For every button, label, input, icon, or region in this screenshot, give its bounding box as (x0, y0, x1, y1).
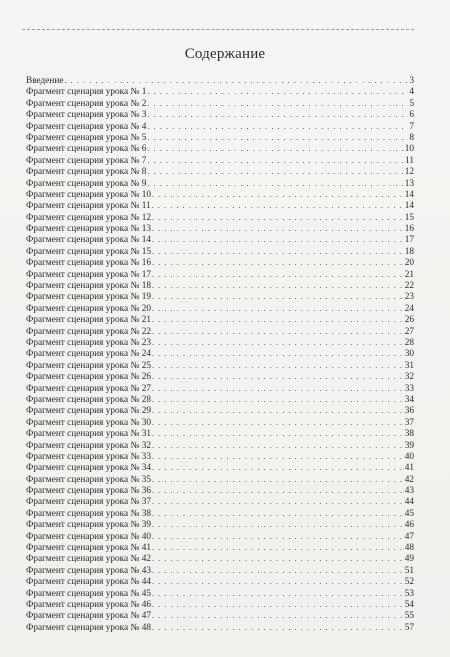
toc-entry-page-number: 47 (404, 531, 414, 542)
toc-entry-page-number: 5 (409, 98, 414, 109)
toc-entry-page-number: 45 (404, 508, 414, 519)
toc-dot-leader (152, 291, 404, 302)
toc-entry-label: Фрагмент сценария урока № 1 (26, 87, 147, 98)
toc-entry (26, 269, 414, 280)
toc-dot-leader (152, 542, 404, 553)
toc-entry-page-number: 49 (404, 554, 414, 565)
toc-entry-page-number: 39 (404, 440, 414, 451)
toc-dot-leader (152, 440, 404, 451)
toc-entry-page-number: 15 (404, 212, 414, 223)
toc-entry-page-number: 22 (404, 281, 414, 292)
toc-dot-leader (152, 326, 404, 337)
toc-entry (26, 200, 414, 211)
toc-entry (26, 189, 414, 200)
toc-entry (26, 337, 414, 348)
toc-dot-leader (147, 143, 403, 154)
toc-entry (26, 519, 414, 530)
toc-entry (26, 246, 414, 257)
toc-dot-leader (147, 178, 403, 189)
toc-entry-label: Введение (26, 76, 64, 86)
toc-entry-label: Фрагмент сценария урока № 45 (26, 588, 151, 599)
toc-entry-page-number: 8 (409, 132, 414, 143)
toc-entry (26, 405, 414, 416)
toc-entry-label: Фрагмент сценария урока № 3 (26, 110, 147, 121)
toc-entry (26, 451, 414, 462)
toc-entry-label: Фрагмент сценария урока № 16 (26, 258, 151, 269)
toc-entry-label: Фрагмент сценария урока № 14 (26, 235, 151, 246)
toc-entry-label: Фрагмент сценария урока № 10 (26, 189, 151, 200)
toc-entry-page-number: 28 (404, 337, 414, 348)
toc-entry-label: Фрагмент сценария урока № 40 (26, 531, 151, 542)
toc-entry (26, 531, 414, 542)
top-dashed-rule (22, 29, 414, 30)
toc-dot-leader (152, 269, 404, 280)
toc-entry-page-number: 44 (404, 497, 414, 508)
toc-entry-label: Фрагмент сценария урока № 35 (26, 474, 151, 485)
toc-entry-label: Фрагмент сценария урока № 26 (26, 372, 151, 383)
toc-entry-page-number: 43 (404, 486, 414, 497)
toc-entry-label: Фрагмент сценария урока № 18 (26, 281, 151, 292)
toc-dot-leader (152, 508, 404, 519)
toc-entry (26, 178, 414, 189)
toc-entry-page-number: 16 (404, 224, 414, 235)
toc-dot-leader (152, 257, 404, 268)
toc-entry-label: Фрагмент сценария урока № 6 (26, 144, 147, 155)
toc-dot-leader (152, 280, 404, 291)
toc-entry-label: Фрагмент сценария урока № 2 (26, 98, 147, 109)
toc-dot-leader (152, 234, 404, 245)
toc-entry (26, 542, 414, 553)
toc-entry (26, 155, 414, 166)
toc-dot-leader (147, 166, 403, 177)
toc-dot-leader (152, 314, 404, 325)
toc-entry-label: Фрагмент сценария урока № 23 (26, 337, 151, 348)
toc-entry-label: Фрагмент сценария урока № 11 (26, 201, 151, 212)
toc-entry-label: Фрагмент сценария урока № 42 (26, 554, 151, 565)
table-of-contents (26, 75, 414, 633)
toc-entry-label: Фрагмент сценария урока № 47 (26, 611, 151, 622)
toc-entry-label: Фрагмент сценария урока № 7 (26, 155, 147, 166)
toc-entry (26, 132, 414, 143)
toc-entry-label: Фрагмент сценария урока № 43 (26, 565, 151, 576)
toc-dot-leader (152, 417, 404, 428)
toc-entry-page-number: 37 (404, 417, 414, 428)
toc-entry-label: Фрагмент сценария урока № 38 (26, 508, 151, 519)
toc-entry (26, 280, 414, 291)
toc-entry-label: Фрагмент сценария урока № 33 (26, 451, 151, 462)
toc-entry-page-number: 24 (404, 303, 414, 314)
toc-entry (26, 166, 414, 177)
toc-entry-page-number: 46 (404, 520, 414, 531)
toc-entry-page-number: 26 (404, 315, 414, 326)
toc-entry (26, 474, 414, 485)
toc-entry (26, 348, 414, 359)
toc-entry (26, 417, 414, 428)
toc-entry (26, 485, 414, 496)
toc-entry (26, 622, 414, 633)
toc-entry-page-number: 51 (404, 565, 414, 576)
toc-entry-page-number: 38 (404, 429, 414, 440)
toc-entry (26, 303, 414, 314)
toc-dot-leader (152, 212, 404, 223)
toc-dot-leader (152, 553, 404, 564)
toc-entry (26, 314, 414, 325)
toc-dot-leader (152, 303, 404, 314)
toc-entry-label: Фрагмент сценария урока № 37 (26, 497, 151, 508)
toc-dot-leader (64, 75, 408, 86)
toc-entry-label: Фрагмент сценария урока № 4 (26, 121, 147, 132)
toc-dot-leader (147, 121, 408, 132)
toc-entry-page-number: 14 (404, 201, 414, 212)
toc-entry-label: Фрагмент сценария урока № 19 (26, 292, 151, 303)
toc-entry (26, 223, 414, 234)
toc-entry-label: Фрагмент сценария урока № 34 (26, 463, 151, 474)
toc-entry-label: Фрагмент сценария урока № 24 (26, 349, 151, 360)
toc-entry (26, 428, 414, 439)
toc-dot-leader (152, 474, 404, 485)
toc-entry (26, 360, 414, 371)
toc-dot-leader (152, 622, 404, 633)
toc-dot-leader (152, 496, 404, 507)
toc-entry-label: Фрагмент сценария урока № 20 (26, 303, 151, 314)
toc-entry-page-number: 31 (404, 360, 414, 371)
toc-entry-label: Фрагмент сценария урока № 32 (26, 440, 151, 451)
toc-dot-leader (147, 86, 408, 97)
toc-dot-leader (152, 223, 404, 234)
toc-dot-leader (152, 576, 404, 587)
toc-dot-leader (152, 360, 404, 371)
toc-entry-label: Фрагмент сценария урока № 27 (26, 383, 151, 394)
toc-entry (26, 599, 414, 610)
toc-entry (26, 371, 414, 382)
toc-dot-leader (147, 155, 404, 166)
toc-dot-leader (152, 246, 404, 257)
toc-entry (26, 553, 414, 564)
toc-entry-label: Фрагмент сценария урока № 12 (26, 212, 151, 223)
toc-dot-leader (152, 394, 404, 405)
toc-entry-label: Фрагмент сценария урока № 30 (26, 417, 151, 428)
toc-dot-leader (152, 451, 404, 462)
toc-dot-leader (152, 371, 404, 382)
toc-dot-leader (152, 348, 404, 359)
toc-entry-page-number: 30 (404, 349, 414, 360)
toc-entry-page-number: 32 (404, 372, 414, 383)
toc-dot-leader (147, 98, 408, 109)
toc-entry (26, 394, 414, 405)
toc-entry (26, 496, 414, 507)
toc-entry (26, 109, 414, 120)
toc-entry-label: Фрагмент сценария урока № 9 (26, 178, 147, 189)
toc-dot-leader (152, 405, 404, 416)
toc-entry-page-number: 33 (404, 383, 414, 394)
toc-dot-leader (152, 200, 404, 211)
toc-dot-leader (152, 599, 404, 610)
toc-entry (26, 291, 414, 302)
toc-entry (26, 462, 414, 473)
toc-entry-page-number: 41 (404, 463, 414, 474)
toc-entry-label: Фрагмент сценария урока № 17 (26, 269, 151, 280)
toc-entry-page-number: 48 (404, 543, 414, 554)
toc-entry-label: Фрагмент сценария урока № 48 (26, 622, 151, 633)
page-title: Содержание (184, 46, 266, 62)
toc-entry (26, 143, 414, 154)
toc-entry-page-number: 4 (409, 87, 414, 98)
toc-entry (26, 576, 414, 587)
toc-entry (26, 86, 414, 97)
toc-entry-label: Фрагмент сценария урока № 5 (26, 132, 147, 143)
toc-entry-page-number: 17 (404, 235, 414, 246)
toc-entry-label: Фрагмент сценария урока № 28 (26, 394, 151, 405)
toc-entry-label: Фрагмент сценария урока № 44 (26, 577, 151, 588)
toc-entry (26, 75, 414, 86)
toc-entry-label: Фрагмент сценария урока № 15 (26, 246, 151, 257)
toc-dot-leader (152, 588, 404, 599)
toc-dot-leader (152, 462, 404, 473)
toc-entry-page-number: 14 (404, 189, 414, 200)
toc-entry-label: Фрагмент сценария урока № 25 (26, 360, 151, 371)
toc-entry (26, 234, 414, 245)
toc-entry (26, 508, 414, 519)
toc-entry-page-number: 20 (404, 258, 414, 269)
toc-dot-leader (152, 485, 404, 496)
toc-entry-page-number: 27 (404, 326, 414, 337)
toc-dot-leader (152, 519, 404, 530)
toc-entry-page-number: 18 (404, 246, 414, 257)
toc-entry-page-number: 42 (404, 474, 414, 485)
toc-entry-label: Фрагмент сценария урока № 8 (26, 167, 147, 178)
toc-entry (26, 98, 414, 109)
toc-entry-page-number: 54 (404, 599, 414, 610)
toc-entry-label: Фрагмент сценария урока № 21 (26, 315, 151, 326)
toc-dot-leader (152, 531, 404, 542)
toc-entry-label: Фрагмент сценария урока № 39 (26, 520, 151, 531)
toc-dot-leader (152, 189, 404, 200)
toc-entry-label: Фрагмент сценария урока № 29 (26, 406, 151, 417)
toc-entry-label: Фрагмент сценария урока № 13 (26, 224, 151, 235)
toc-entry (26, 326, 414, 337)
toc-entry-page-number: 23 (404, 292, 414, 303)
toc-entry (26, 588, 414, 599)
toc-entry-page-number: 57 (404, 622, 414, 633)
toc-entry-label: Фрагмент сценария урока № 36 (26, 486, 151, 497)
toc-dot-leader (152, 565, 404, 576)
toc-entry (26, 383, 414, 394)
toc-dot-leader (152, 383, 404, 394)
toc-entry-label: Фрагмент сценария урока № 46 (26, 599, 151, 610)
toc-entry-page-number: 11 (405, 155, 414, 166)
toc-entry-page-number: 52 (404, 577, 414, 588)
toc-entry (26, 565, 414, 576)
toc-entry-page-number: 40 (404, 451, 414, 462)
toc-dot-leader (147, 109, 408, 120)
toc-entry-page-number: 3 (409, 76, 414, 86)
toc-entry-label: Фрагмент сценария урока № 41 (26, 543, 151, 554)
toc-entry-page-number: 36 (404, 406, 414, 417)
toc-entry-page-number: 34 (404, 394, 414, 405)
toc-entry (26, 257, 414, 268)
toc-entry (26, 610, 414, 621)
toc-dot-leader (152, 428, 404, 439)
toc-dot-leader (152, 337, 404, 348)
toc-dot-leader (147, 132, 408, 143)
toc-entry-page-number: 55 (404, 611, 414, 622)
toc-entry-page-number: 53 (404, 588, 414, 599)
toc-entry-page-number: 12 (404, 167, 414, 178)
toc-entry-page-number: 7 (409, 121, 414, 132)
toc-entry (26, 121, 414, 132)
toc-entry (26, 440, 414, 451)
toc-entry (26, 212, 414, 223)
toc-entry-label: Фрагмент сценария урока № 31 (26, 429, 151, 440)
toc-dot-leader (152, 610, 404, 621)
toc-entry-page-number: 6 (409, 110, 414, 121)
toc-entry-label: Фрагмент сценария урока № 22 (26, 326, 151, 337)
toc-entry-page-number: 13 (404, 178, 414, 189)
toc-entry-page-number: 10 (404, 144, 414, 155)
toc-entry-page-number: 21 (404, 269, 414, 280)
